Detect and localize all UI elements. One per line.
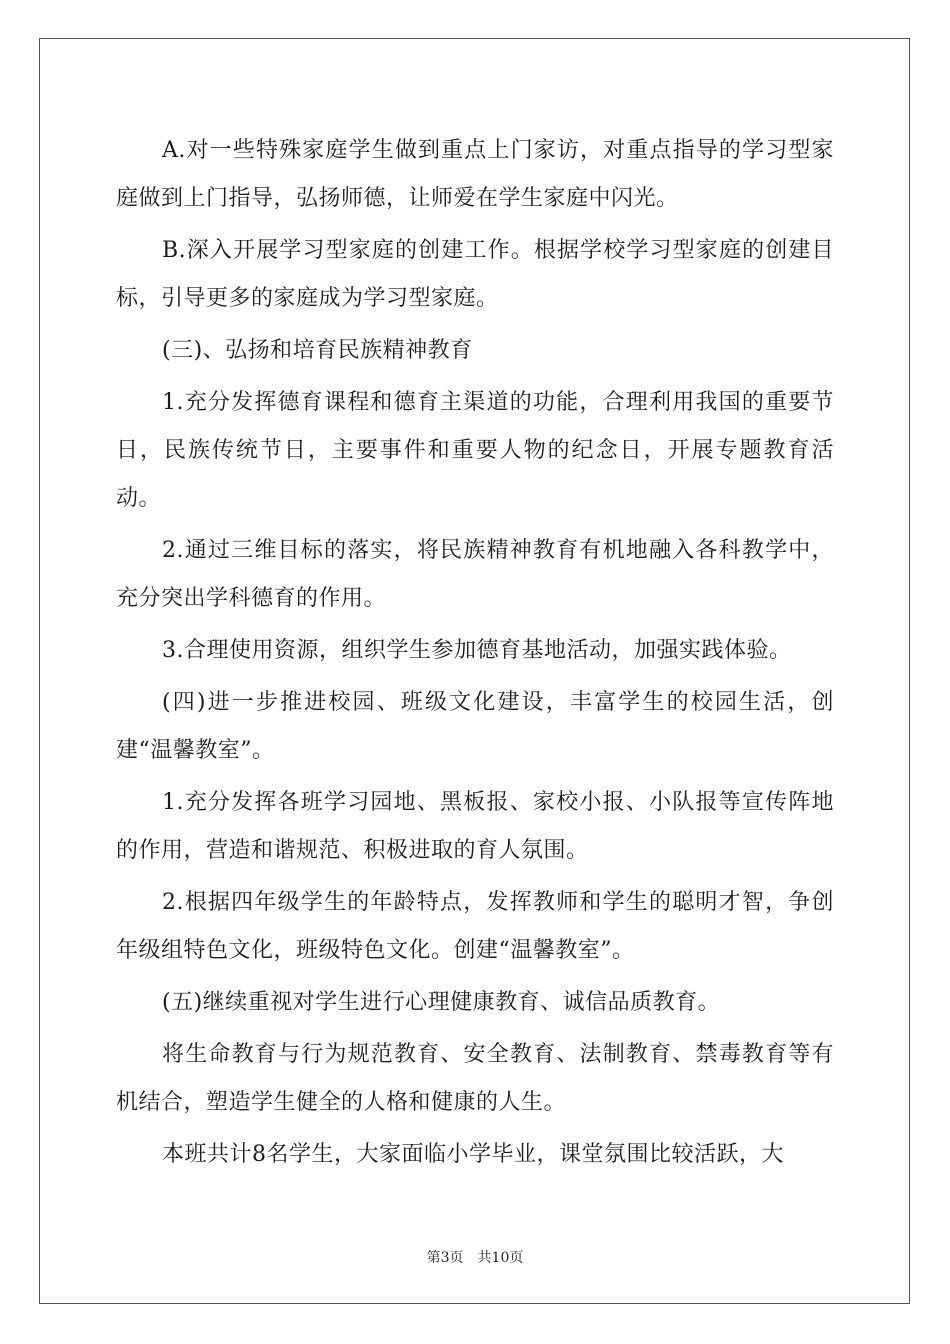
section-heading-3: (三)、弘扬和培育民族精神教育 <box>162 338 473 363</box>
paragraph-4-2: 2.根据四年级学生的年龄特点，发挥教师和学生的聪明才智，争创年级组特色文化，班级特色文化。创建“温馨教室”。 <box>116 890 834 963</box>
paragraph-3-2: 2.通过三维目标的落实，将民族精神教育有机地融入各科教学中，充分突出学科德育的作用。 <box>116 538 834 611</box>
paragraph-a-home-visits: A.对一些特殊家庭学生做到重点上门家访，对重点指导的学习型家庭做到上门指导，弘扬师德，让师爱在学生家庭中闪光。 <box>116 138 834 211</box>
document-body <box>116 127 834 1183</box>
paragraph-b-learning-families: B.深入开展学习型家庭的创建工作。根据学校学习型家庭的创建目标，引导更多的家庭成为学习型家庭。 <box>116 238 834 311</box>
paragraph-3-3: 3.合理使用资源，组织学生参加德育基地活动，加强实践体验。 <box>162 638 792 663</box>
paragraph-3-1: 1.充分发挥德育课程和德育主渠道的功能，合理利用我国的重要节日，民族传统节日，主要事件和重要人物的纪念日，开展专题教育活动。 <box>116 390 834 511</box>
paragraph-5-1: 将生命教育与行为规范教育、安全教育、法制教育、禁毒教育等有机结合，塑造学生健全的人格和健康的人生。 <box>116 1042 834 1115</box>
section-heading-4: (四)进一步推进校园、班级文化建设，丰富学生的校园生活，创建“温馨教室”。 <box>116 690 834 763</box>
page-number-footer: 第3页 共10页 <box>426 1250 524 1266</box>
section-heading-5: (五)继续重视对学生进行心理健康教育、诚信品质教育。 <box>162 990 721 1015</box>
paragraph-class-summary: 本班共计8名学生，大家面临小学毕业，课堂氛围比较活跃，大 <box>162 1142 784 1167</box>
paragraph-4-1: 1.充分发挥各班学习园地、黑板报、家校小报、小队报等宣传阵地的作用，营造和谐规范、积极进取的育人氛围。 <box>116 790 834 863</box>
